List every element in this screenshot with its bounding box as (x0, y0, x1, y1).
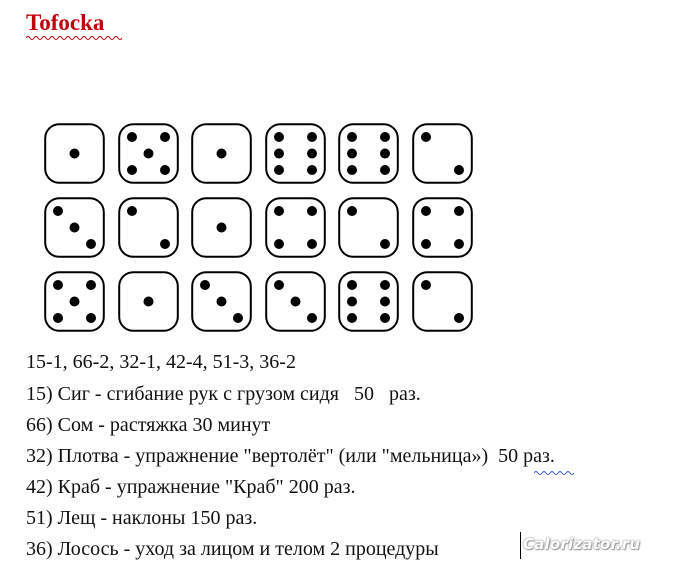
die-pip (86, 239, 96, 249)
die-pip (274, 165, 284, 175)
die-pip (143, 297, 153, 307)
die-face (412, 123, 473, 184)
die-pip (217, 149, 227, 159)
die-pip (53, 280, 63, 290)
die-pip (274, 149, 284, 159)
die-pip (454, 165, 464, 175)
die-pip (454, 206, 464, 216)
die-pip (380, 297, 390, 307)
die-pip (143, 149, 153, 159)
die-outline (266, 198, 325, 257)
die-pip (380, 239, 390, 249)
die-pip (274, 206, 284, 216)
die-pip (274, 239, 284, 249)
text-line-66: 66) Сом - растяжка 30 минут (26, 414, 271, 436)
text-line-42: 42) Краб - упражнение "Краб" 200 раз. (26, 476, 356, 498)
die-pip (70, 223, 80, 233)
die-pip (70, 149, 80, 159)
die-face (44, 271, 105, 332)
die-face (265, 123, 326, 184)
die-pip (307, 206, 317, 216)
die-pip (347, 165, 357, 175)
die-pip (347, 149, 357, 159)
die-pip (307, 149, 317, 159)
die-face (118, 271, 179, 332)
die-pip (347, 280, 357, 290)
die-face (338, 271, 399, 332)
die-pip (421, 206, 431, 216)
die-pip (347, 297, 357, 307)
die-pip (217, 297, 227, 307)
die-pip (274, 280, 284, 290)
die-pip (380, 313, 390, 323)
die-pip (347, 206, 357, 216)
text-cursor (520, 532, 521, 559)
text-line-32: 32) Плотва - упражнение "вертолёт" (или "мельница») 50 раз. (26, 445, 555, 467)
die-face (412, 197, 473, 258)
die-pip (454, 239, 464, 249)
die-pip (380, 280, 390, 290)
die-pip (70, 297, 80, 307)
die-face (118, 197, 179, 258)
die-pip (380, 132, 390, 142)
die-pip (127, 132, 137, 142)
die-pip (200, 280, 210, 290)
watermark-logo: Calorizator.ru (523, 535, 641, 553)
die-face (338, 197, 399, 258)
document-title: Tofocka (26, 10, 105, 35)
die-face (44, 123, 105, 184)
die-face (44, 197, 105, 258)
die-face (265, 271, 326, 332)
die-face (191, 271, 252, 332)
die-pip (86, 313, 96, 323)
die-pip (347, 313, 357, 323)
die-pip (454, 313, 464, 323)
text-line-51: 51) Лещ - наклоны 150 раз. (26, 507, 258, 529)
dice-grid (44, 123, 476, 333)
die-pip (217, 223, 227, 233)
die-outline (413, 124, 472, 183)
die-pip (160, 132, 170, 142)
die-face (118, 123, 179, 184)
die-pip (307, 165, 317, 175)
die-pip (160, 239, 170, 249)
die-pip (127, 206, 137, 216)
die-outline (413, 198, 472, 257)
text-line-codes: 15-1, 66-2, 32-1, 42-4, 51-3, 36-2 (26, 351, 296, 373)
die-pip (380, 165, 390, 175)
die-outline (119, 198, 178, 257)
die-pip (307, 313, 317, 323)
die-outline (339, 198, 398, 257)
die-pip (421, 239, 431, 249)
die-pip (380, 149, 390, 159)
die-pip (347, 132, 357, 142)
die-face (191, 197, 252, 258)
die-pip (127, 165, 137, 175)
die-pip (53, 206, 63, 216)
die-face (265, 197, 326, 258)
die-face (338, 123, 399, 184)
die-pip (160, 165, 170, 175)
text-line-36: 36) Лосось - уход за лицом и телом 2 процедуры (26, 538, 439, 560)
grammar-underline (534, 470, 574, 475)
die-pip (421, 280, 431, 290)
die-face (412, 271, 473, 332)
die-pip (307, 239, 317, 249)
spellcheck-underline (26, 35, 122, 40)
die-pip (86, 280, 96, 290)
die-pip (274, 132, 284, 142)
die-pip (53, 313, 63, 323)
die-pip (421, 132, 431, 142)
die-pip (290, 297, 300, 307)
die-pip (233, 313, 243, 323)
text-line-15: 15) Сиг - сгибание рук с грузом сидя 50 раз. (26, 383, 421, 405)
die-outline (413, 272, 472, 331)
die-pip (307, 132, 317, 142)
die-face (191, 123, 252, 184)
